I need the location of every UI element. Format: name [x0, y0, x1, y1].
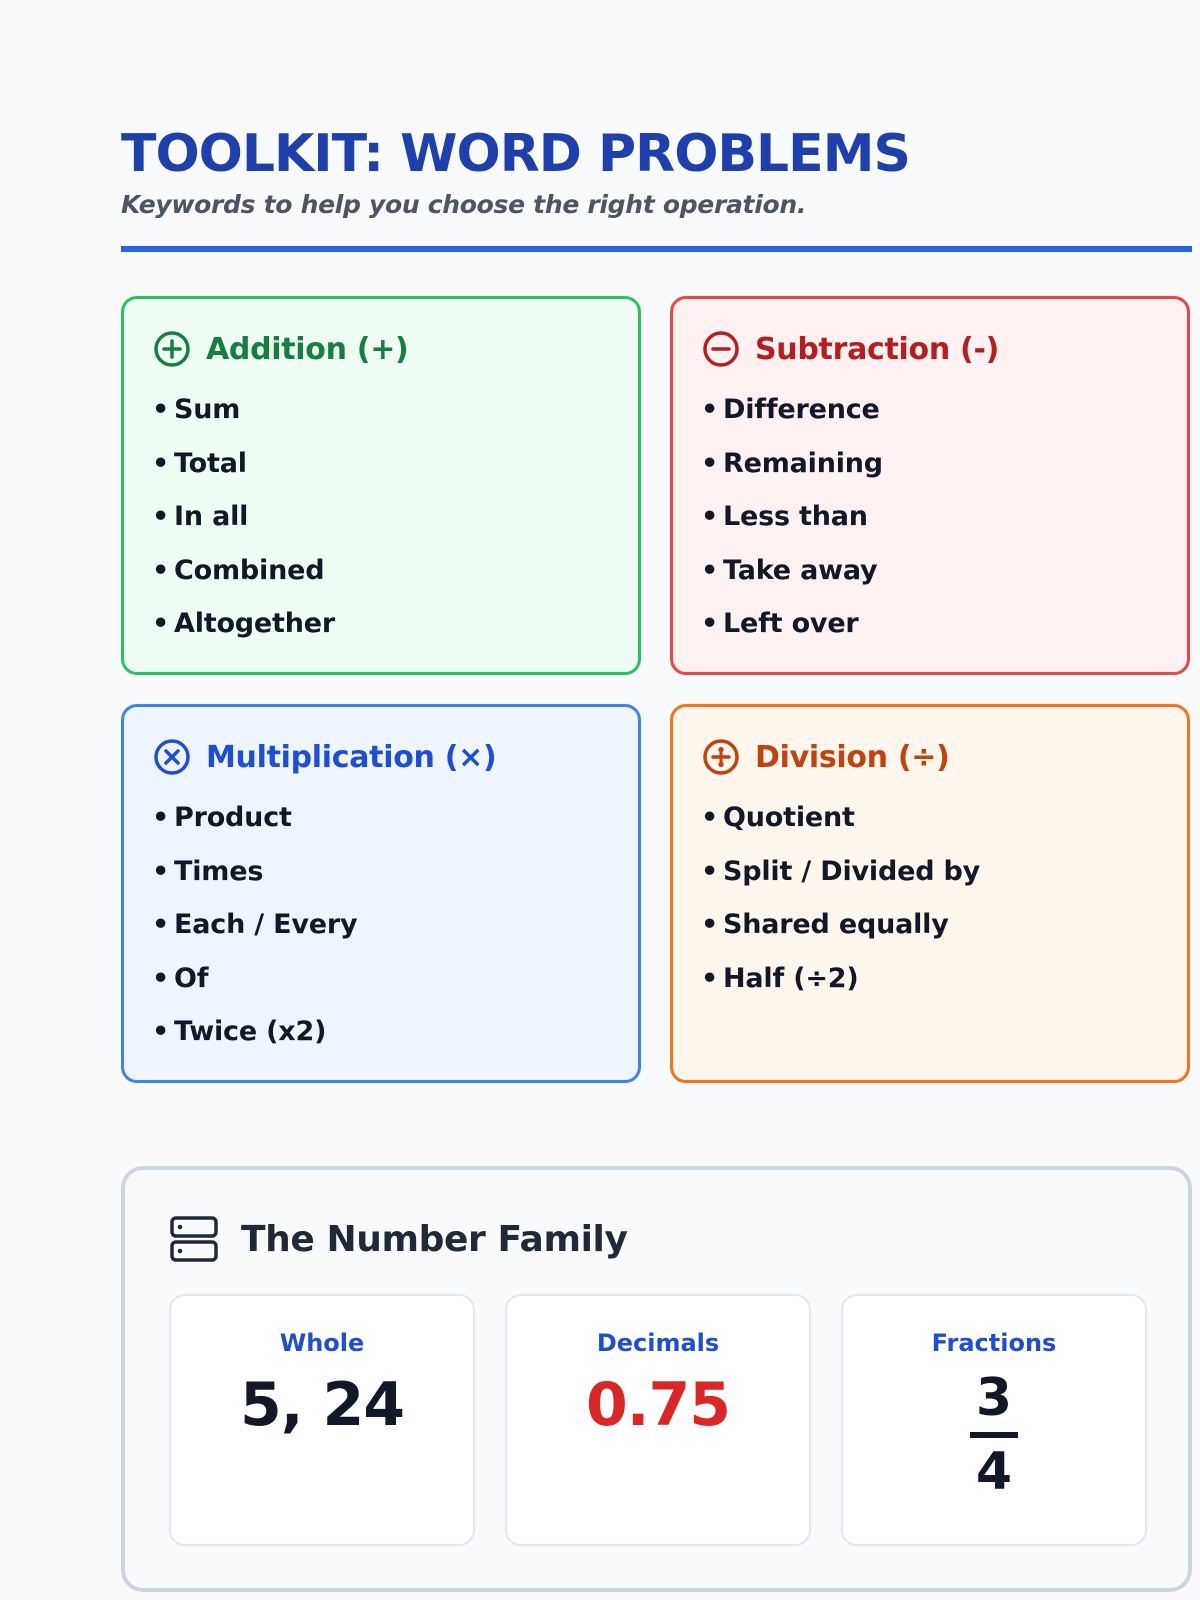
keyword-item: • Quotient: [701, 802, 855, 833]
division-card-title: Division (÷): [755, 739, 950, 775]
plus-circle-icon: [152, 329, 192, 369]
number-family-header: [169, 1214, 628, 1264]
whole-label: Whole: [279, 1329, 365, 1357]
decimals-card: [505, 1294, 811, 1546]
keyword-item: • Difference: [701, 394, 880, 425]
keyword-item: • Shared equally: [701, 909, 949, 940]
whole-value: 5, 24: [240, 1370, 404, 1440]
subtraction-card-header: [701, 327, 1159, 371]
subtraction-card: [670, 296, 1190, 675]
page-subtitle: Keywords to help you choose the right operation.: [121, 190, 807, 219]
division-card: [670, 704, 1190, 1083]
addition-card: [121, 296, 641, 675]
fraction-denominator: 4: [975, 1442, 1013, 1502]
keyword-item: • Twice (x2): [152, 1016, 327, 1047]
times-circle-icon: [152, 737, 192, 777]
keyword-item: • Left over: [701, 608, 859, 639]
keyword-item: • Total: [152, 447, 247, 479]
keyword-item: • Take away: [701, 554, 878, 586]
fraction-numerator: 3: [975, 1368, 1013, 1428]
decimals-value: 0.75: [585, 1370, 731, 1440]
addition-card-title: Addition (+): [206, 331, 409, 367]
number-family-panel: [121, 1166, 1192, 1592]
addition-card-header: [152, 327, 610, 371]
decimals-label: Decimals: [596, 1329, 720, 1357]
whole-number-card: [169, 1294, 475, 1546]
keyword-item: • Times: [152, 855, 264, 887]
fractions-card: [841, 1294, 1147, 1546]
fraction-value: [970, 1366, 1018, 1504]
keyword-item: • Each / Every: [152, 909, 358, 940]
keyword-item: • Sum: [152, 394, 241, 425]
number-family-title: The Number Family: [241, 1218, 628, 1260]
multiplication-card-title: Multiplication (×): [206, 739, 497, 775]
keyword-item: • Product: [152, 802, 292, 833]
subtraction-card-title: Subtraction (-): [755, 331, 1000, 367]
keyword-item: • Combined: [152, 554, 325, 586]
keyword-item: • Half (÷2): [701, 962, 859, 994]
keyword-item: • Split / Divided by: [701, 855, 981, 887]
division-card-header: [701, 735, 1159, 779]
fraction-bar: [970, 1432, 1018, 1438]
page-title: TOOLKIT: WORD PROBLEMS: [121, 124, 910, 184]
divide-circle-icon: [701, 737, 741, 777]
multiplication-card: [121, 704, 641, 1083]
multiplication-keyword-list: [152, 791, 610, 1059]
addition-keyword-list: [152, 383, 610, 651]
multiplication-card-header: [152, 735, 610, 779]
keyword-item: • Less than: [701, 501, 868, 532]
server-stack-icon: [169, 1214, 219, 1264]
header-divider: [121, 246, 1192, 252]
keyword-item: • Of: [152, 962, 209, 994]
minus-circle-icon: [701, 329, 741, 369]
keyword-item: • Remaining: [701, 447, 883, 479]
fractions-label: Fractions: [931, 1329, 1057, 1357]
keyword-item: • Altogether: [152, 608, 336, 639]
subtraction-keyword-list: [701, 383, 1159, 651]
division-keyword-list: [701, 791, 1159, 1005]
page-header: [121, 122, 1192, 220]
keyword-item: • In all: [152, 501, 249, 532]
